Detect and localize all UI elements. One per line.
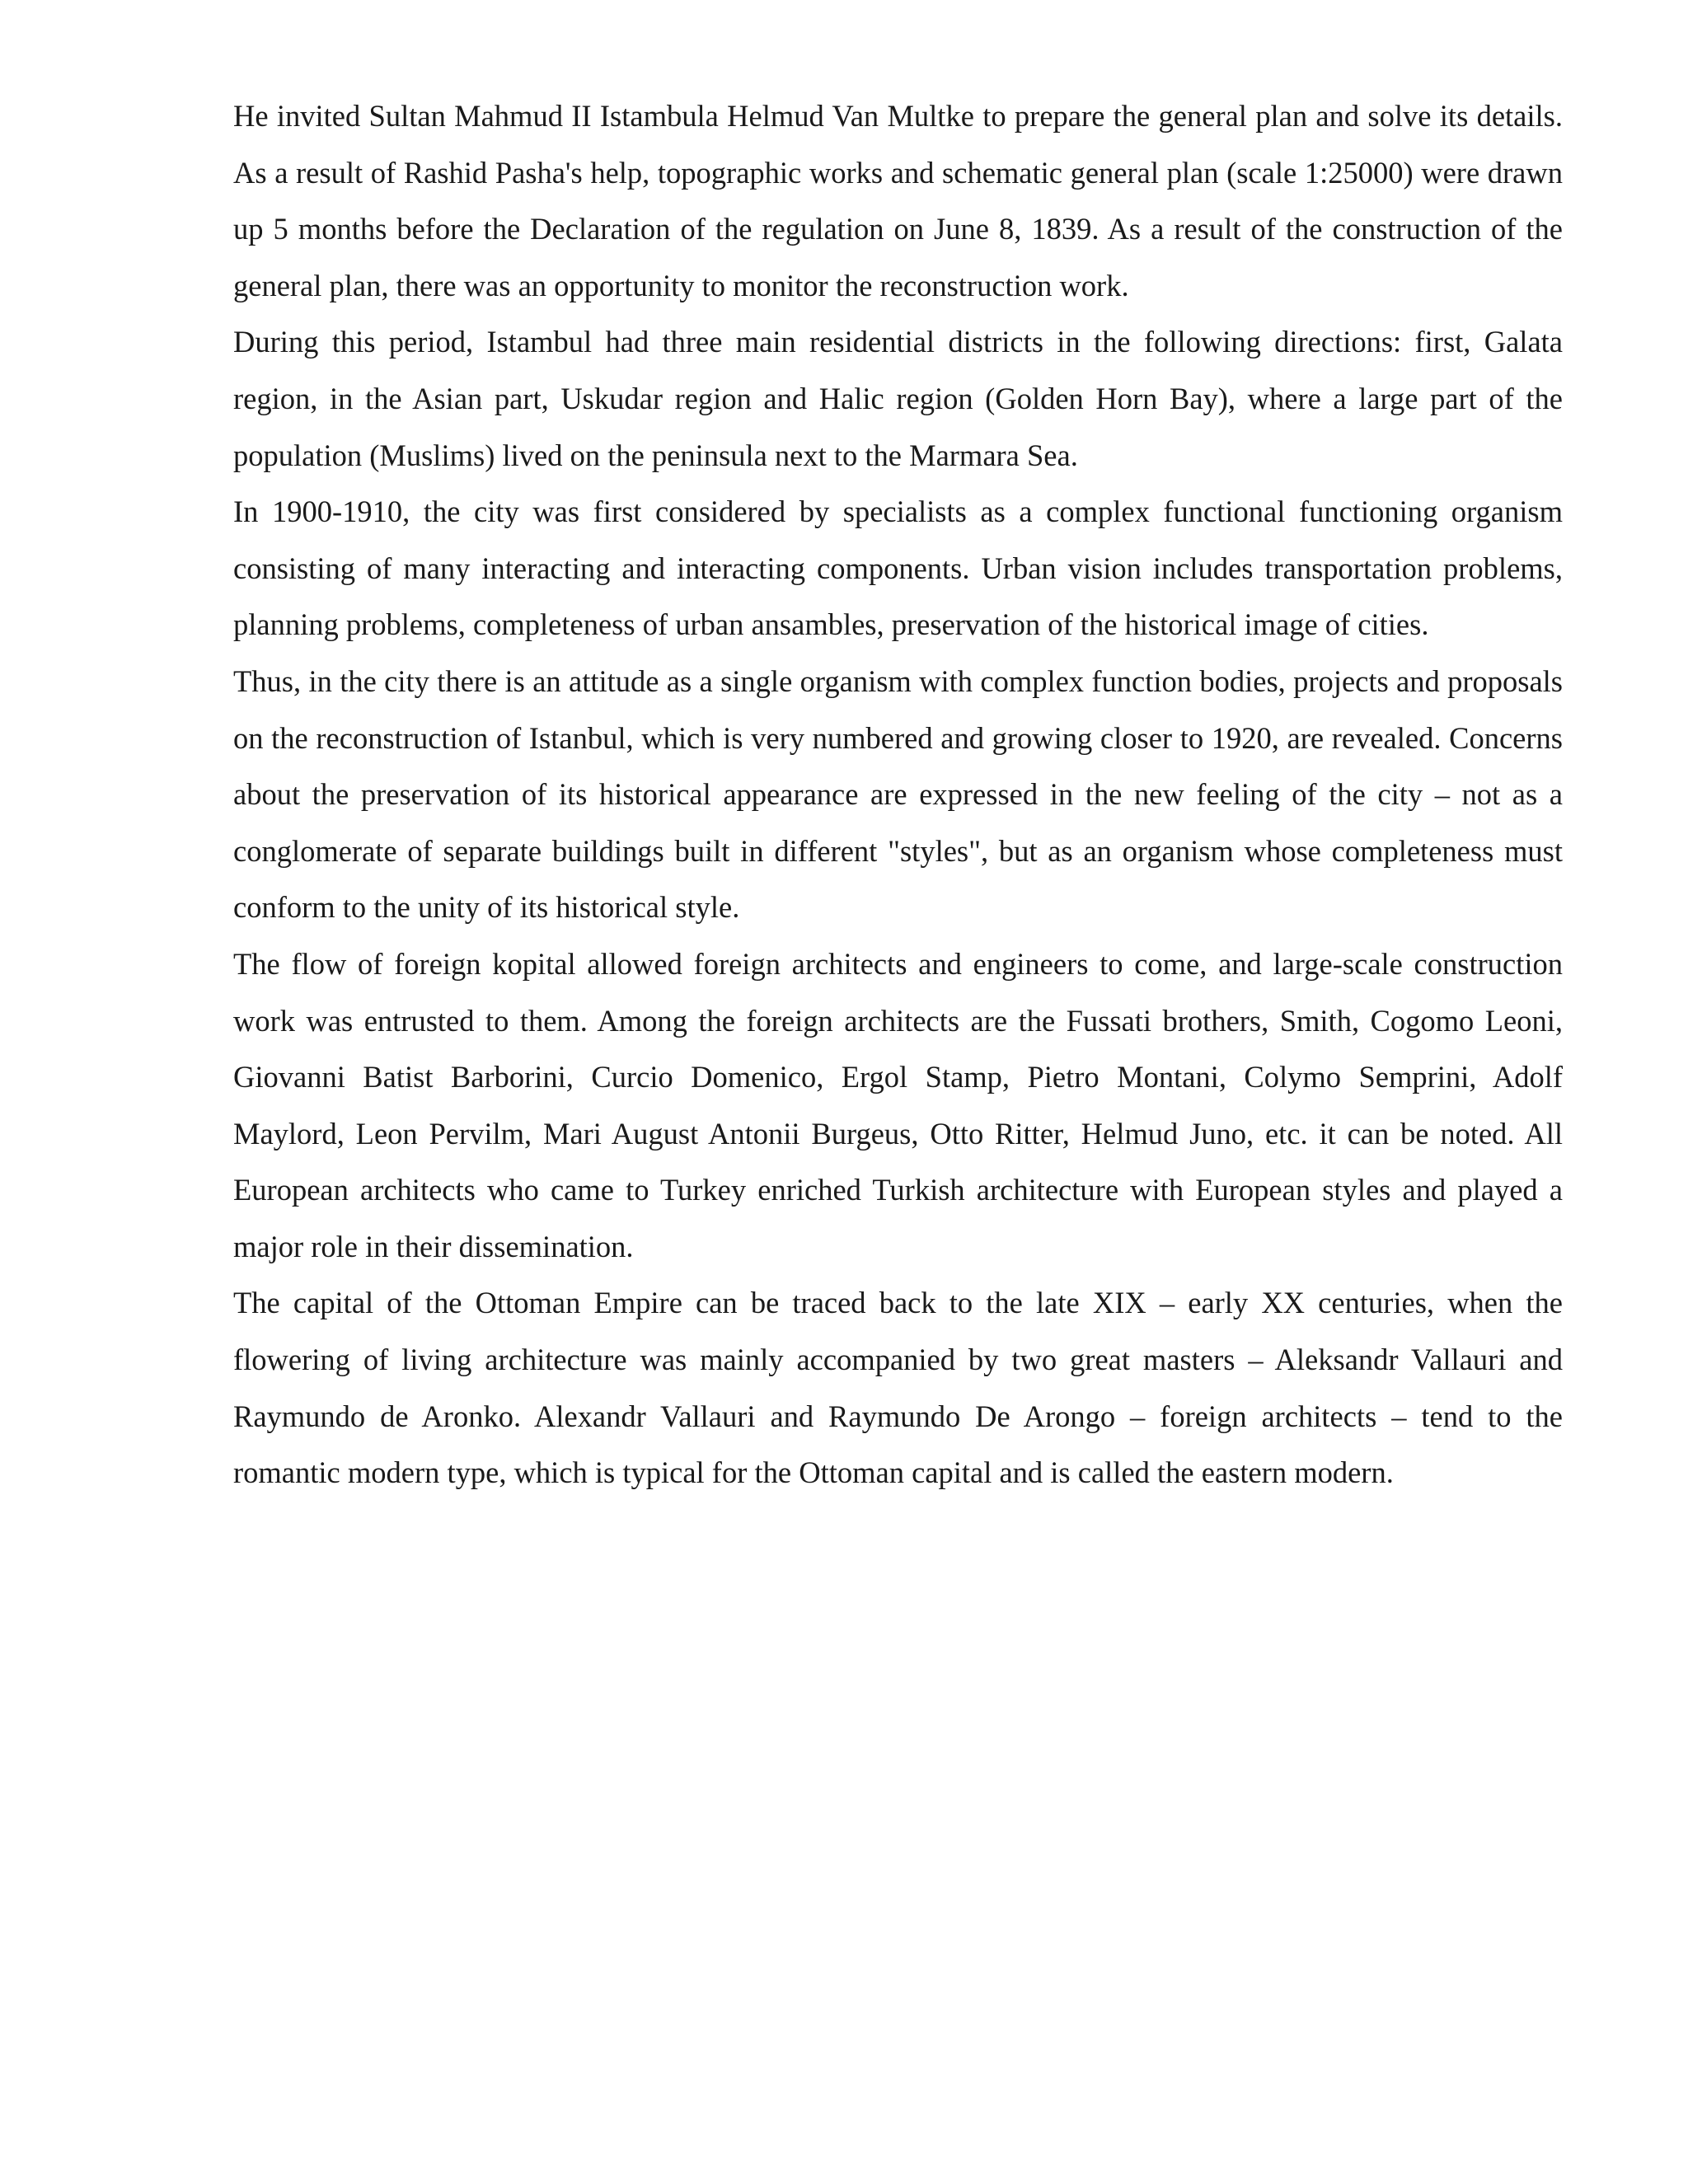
paragraph-eastern-modern: The capital of the Ottoman Empire can be traced back to the late XIX – early XX centuries, when the flowering of living architecture was mainly accompanied by two great masters – Aleksandr Vallauri and Raymundo de Aronko. Alexandr Vallauri and Raymundo De Arongo – foreign architects – tend to the romantic modern type, which is typical for the Ottoman capital and is called the eastern modern. (233, 1286, 1563, 1490)
paragraph-general-plan: He invited Sultan Mahmud II Istambula Helmud Van Multke to prepare the general plan and solve its details. As a result of Rashid Pasha's help, topographic works and schematic general plan (scale 1:25000) were drawn up 5 months before the Declaration of the regulation on June 8, 1839. As a result of the construction of the general plan, there was an opportunity to monitor the reconstruction work. (233, 99, 1563, 302)
paragraph-urban-organism: In 1900-1910, the city was first considered by specialists as a complex functional functioning organism consisting of many interacting and interacting components. Urban vision includes transportation problems, planning problems, completeness of urban ansambles, preservation of the historical image of cities. (233, 494, 1563, 642)
paragraph-residential-districts: During this period, Istambul had three main residential districts in the following directions: first, Galata region, in the Asian part, Uskudar region and Halic region (Golden Horn Bay), where a large part of the population (Muslims) lived on the peninsula next to the Marmara Sea. (233, 325, 1563, 472)
paragraph-reconstruction-proposals: Thus, in the city there is an attitude as a single organism with complex function bodies, projects and proposals on the reconstruction of Istanbul, which is very numbered and growing closer to 1920, are revealed. Concerns about the preservation of its historical appearance are expressed in the new feeling of the city – not as a conglomerate of separate buildings built in different "styles", but as an organism whose completeness must conform to the unity of its historical style. (233, 663, 1563, 925)
body-text (233, 88, 1563, 1502)
paragraph-foreign-architects: The flow of foreign kopital allowed foreign architects and engineers to come, and large-scale construction work was entrusted to them. Among the foreign architects are the Fussati brothers, Smith, Cogomo Leoni, Giovanni Batist Barborini, Curcio Domenico, Ergol Stamp, Pietro Montani, Colymo Semprini, Adolf Maylord, Leon Pervilm, Mari August Antonii Burgeus, Otto Ritter, Helmud Juno, etc. it can be noted. All European architects who came to Turkey enriched Turkish architecture with European styles and played a major role in their dissemination. (233, 946, 1563, 1263)
